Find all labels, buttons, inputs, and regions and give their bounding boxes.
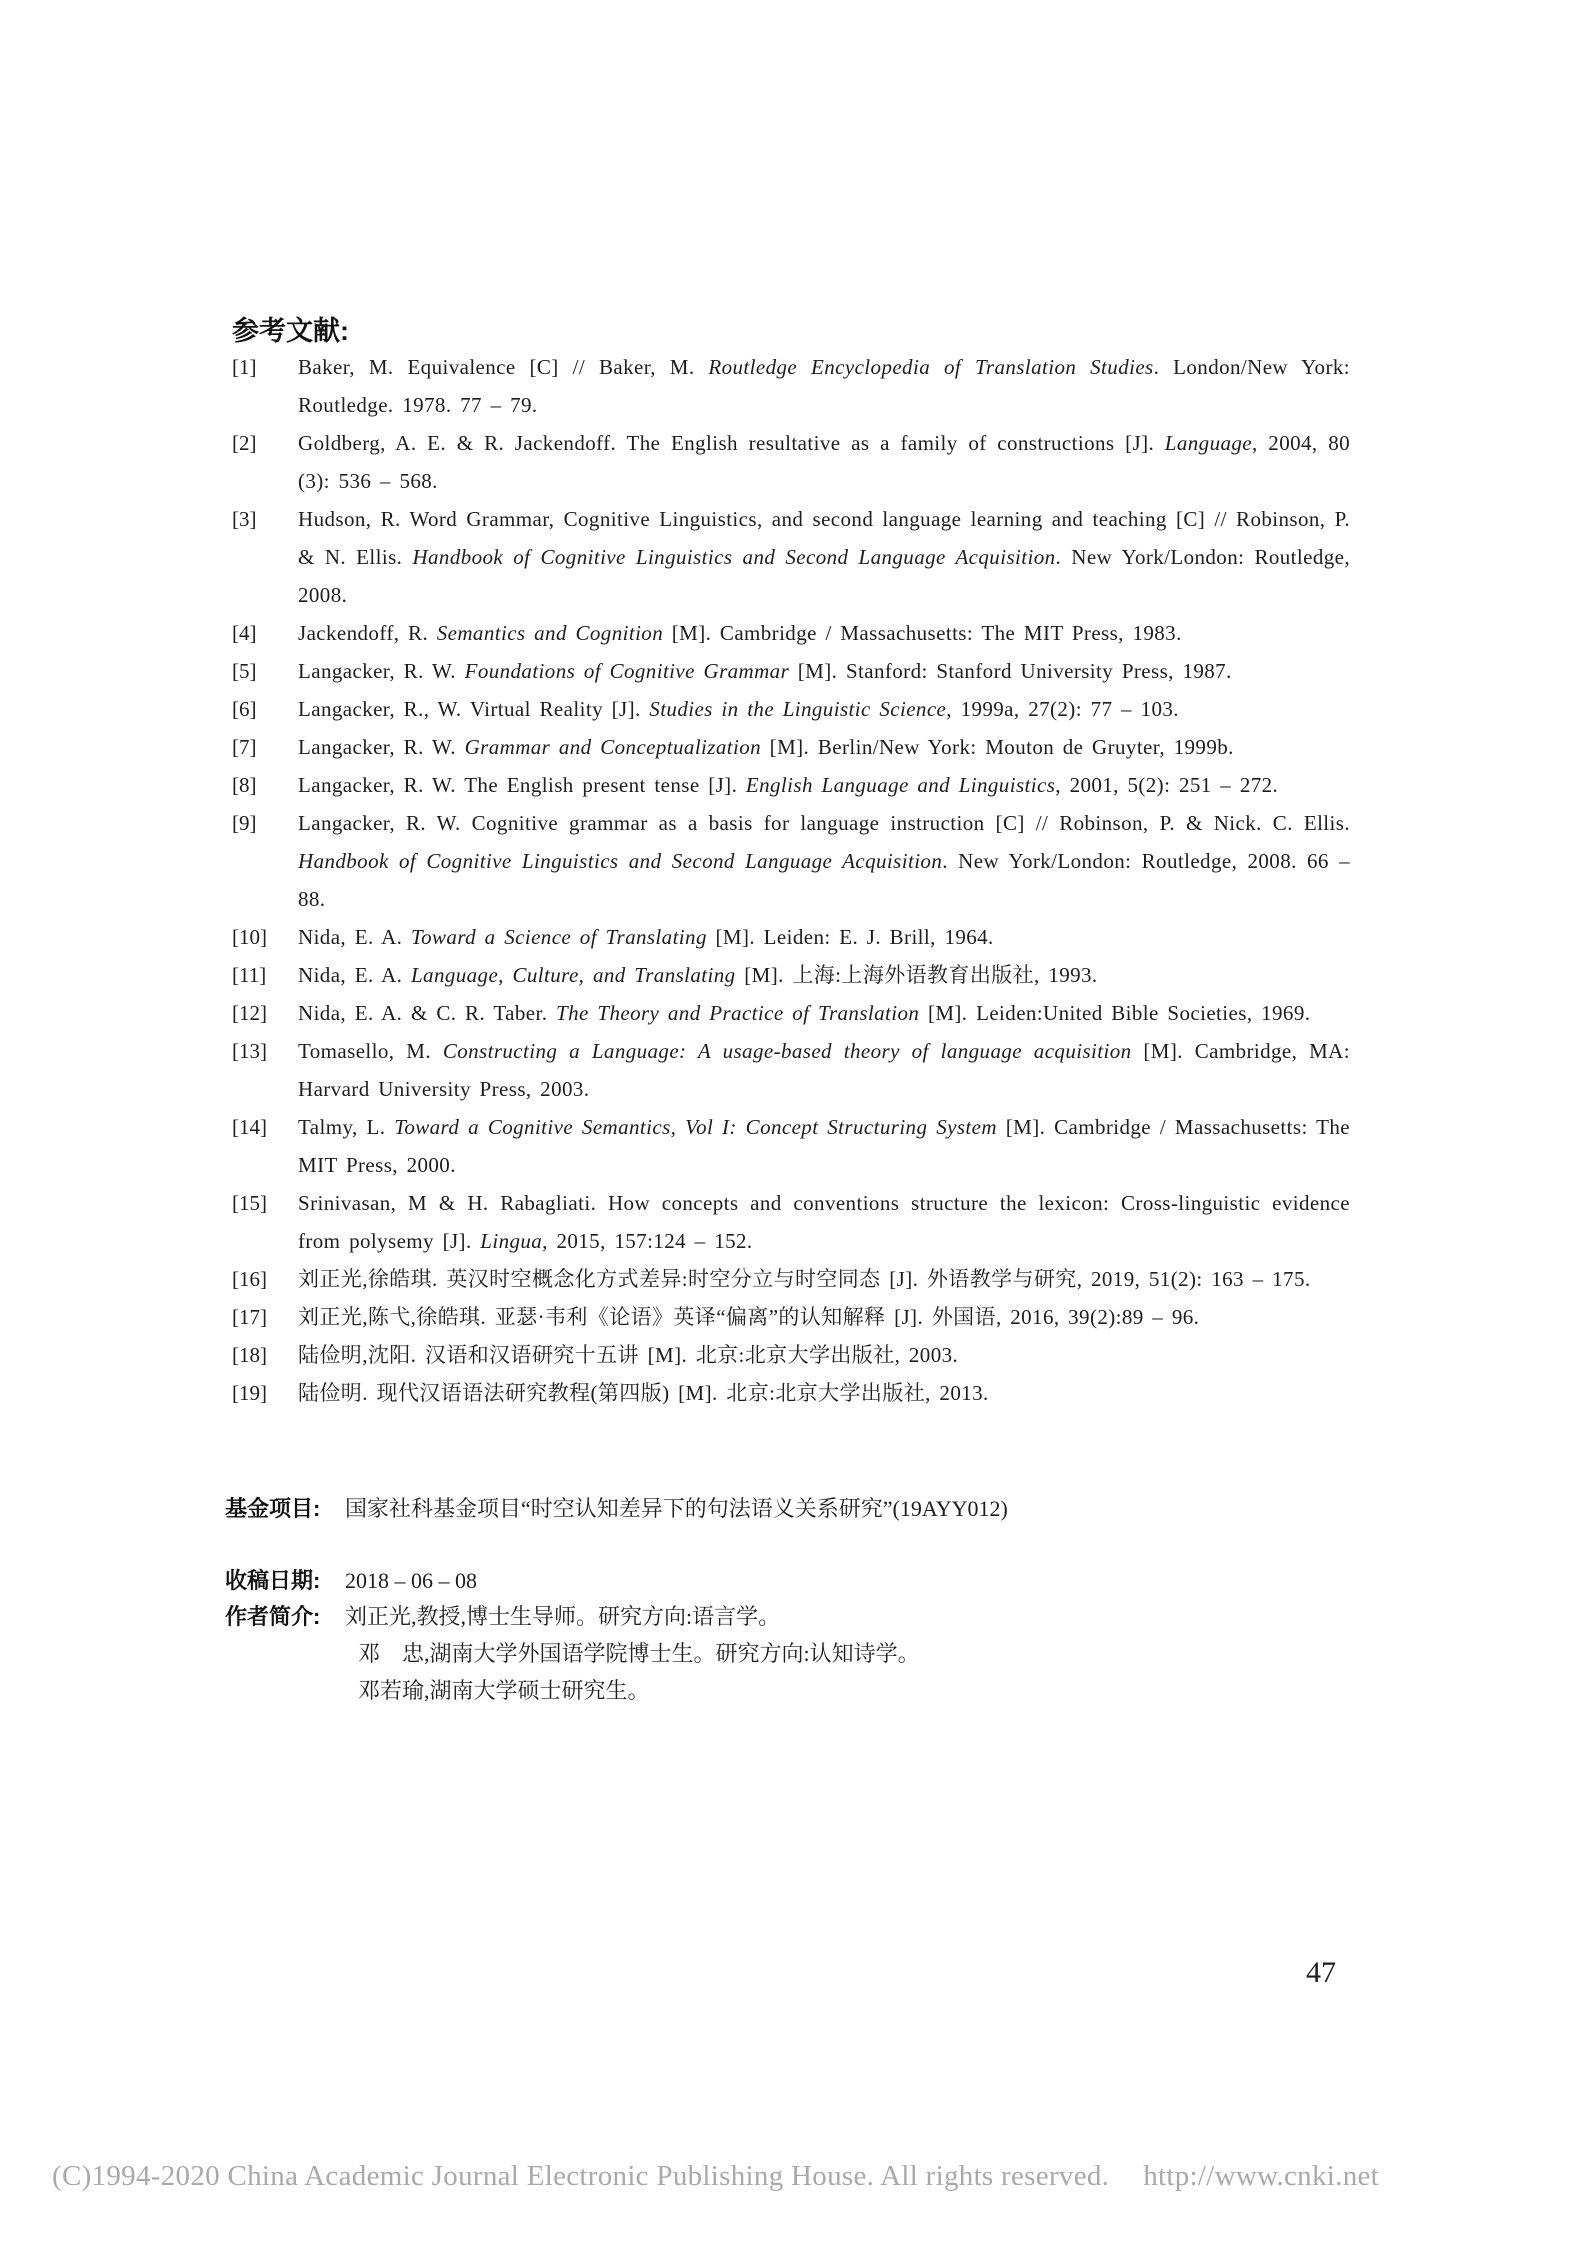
reference-item bbox=[232, 424, 1350, 500]
reference-number: [7] bbox=[232, 735, 257, 759]
copyright-footer bbox=[52, 2160, 1502, 2193]
reference-text: Hudson, R. Word Grammar, Cognitive Linguistics, and second language learning and teaching [C] // Robinson, P. & N. Ellis. Handbook of Cognitive Linguistics and Second Language Acquisition. New York/London: Routledge, 2008. bbox=[298, 507, 1351, 607]
reference-text: Langacker, R., W. Virtual Reality [J]. Studies in the Linguistic Science, 1999a, 27(2): 77 – 103. bbox=[298, 697, 1179, 721]
reference-number: [13] bbox=[232, 1039, 267, 1063]
reference-number: [17] bbox=[232, 1305, 267, 1329]
fund-note bbox=[225, 1494, 1355, 1524]
reference-number: [8] bbox=[232, 773, 257, 797]
reference-text: 陆俭明. 现代汉语语法研究教程(第四版) [M]. 北京:北京大学出版社, 2013. bbox=[298, 1381, 989, 1405]
cnki-url: http://www.cnki.net bbox=[1143, 2160, 1380, 2192]
reference-item bbox=[232, 766, 1350, 804]
reference-number: [6] bbox=[232, 697, 257, 721]
reference-list bbox=[232, 348, 1350, 1412]
reference-number: [5] bbox=[232, 659, 257, 683]
reference-number: [1] bbox=[232, 355, 257, 379]
references-heading: 参考文献: bbox=[232, 316, 349, 346]
reference-number: [15] bbox=[232, 1191, 267, 1215]
page-number: 47 bbox=[1306, 1956, 1336, 1989]
reference-text: 陆俭明,沈阳. 汉语和汉语研究十五讲 [M]. 北京:北京大学出版社, 2003. bbox=[298, 1343, 959, 1367]
reference-number: [14] bbox=[232, 1115, 267, 1139]
author-bio-text-1: 刘正光,教授,博士生导师。研究方向:语言学。 bbox=[345, 1604, 781, 1629]
reference-item bbox=[232, 1260, 1350, 1298]
reference-text: Jackendoff, R. Semantics and Cognition [M]. Cambridge / Massachusetts: The MIT Press, 1983. bbox=[298, 621, 1182, 645]
reference-text: Tomasello, M. Constructing a Language: A usage-based theory of language acquisition [M]. Cambridge, MA: Harvard University Press, 2003. bbox=[298, 1039, 1350, 1101]
reference-text: Nida, E. A. Language, Culture, and Translating [M]. 上海:上海外语教育出版社, 1993. bbox=[298, 963, 1098, 987]
reference-number: [19] bbox=[232, 1381, 267, 1405]
reference-text: Goldberg, A. E. & R. Jackendoff. The English resultative as a family of constructions [J]. Language, 2004, 80 (3): 536 – 568. bbox=[298, 431, 1351, 493]
reference-number: [2] bbox=[232, 431, 257, 455]
reference-item bbox=[232, 804, 1350, 918]
author-bio-label: 作者简介: bbox=[225, 1604, 321, 1629]
reference-text: Nida, E. A. & C. R. Taber. The Theory and Practice of Translation [M]. Leiden:United Bible Societies, 1969. bbox=[298, 1001, 1311, 1025]
reference-text: Langacker, R. W. Grammar and Conceptualization [M]. Berlin/New York: Mouton de Gruyter, 1999b. bbox=[298, 735, 1234, 759]
reference-text: Langacker, R. W. The English present tense [J]. English Language and Linguistics, 2001, 5(2): 251 – 272. bbox=[298, 773, 1279, 797]
author-bio-note bbox=[225, 1598, 1355, 1709]
reference-item bbox=[232, 614, 1350, 652]
reference-text: Langacker, R. W. Foundations of Cognitive Grammar [M]. Stanford: Stanford University Press, 1987. bbox=[298, 659, 1232, 683]
reference-number: [3] bbox=[232, 507, 257, 531]
fund-text: 国家社科基金项目“时空认知差异下的句法语义关系研究”(19AYY012) bbox=[345, 1496, 1008, 1521]
reference-number: [12] bbox=[232, 1001, 267, 1025]
received-date-label: 收稿日期: bbox=[225, 1568, 321, 1593]
reference-item bbox=[232, 1184, 1350, 1260]
reference-item bbox=[232, 348, 1350, 424]
reference-text: Srinivasan, M & H. Rabagliati. How concepts and conventions structure the lexicon: Cross-linguistic evidence from polysemy [J]. Lingua, 2015, 157:124 – 152. bbox=[298, 1191, 1350, 1253]
reference-text: 刘正光,陈弋,徐皓琪. 亚瑟·韦利《论语》英译“偏离”的认知解释 [J]. 外国语, 2016, 39(2):89 – 96. bbox=[298, 1305, 1200, 1329]
reference-text: 刘正光,徐皓琪. 英汉时空概念化方式差异:时空分立与时空同态 [J]. 外语教学与研究, 2019, 51(2): 163 – 175. bbox=[298, 1267, 1311, 1291]
reference-number: [11] bbox=[232, 963, 267, 987]
author-bio-line bbox=[225, 1598, 1355, 1635]
reference-item bbox=[232, 690, 1350, 728]
reference-number: [4] bbox=[232, 621, 257, 645]
reference-item bbox=[232, 994, 1350, 1032]
reference-number: [16] bbox=[232, 1267, 267, 1291]
reference-number: [9] bbox=[232, 811, 257, 835]
reference-item bbox=[232, 1108, 1350, 1184]
reference-item bbox=[232, 918, 1350, 956]
reference-item bbox=[232, 728, 1350, 766]
received-date-note bbox=[225, 1566, 1355, 1596]
reference-item bbox=[232, 1298, 1350, 1336]
author-bio-text-2: 邓 忠,湖南大学外国语学院博士生。研究方向:认知诗学。 bbox=[358, 1641, 920, 1666]
reference-number: [18] bbox=[232, 1343, 267, 1367]
fund-label: 基金项目: bbox=[225, 1496, 321, 1521]
reference-text: Langacker, R. W. Cognitive grammar as a basis for language instruction [C] // Robinson, P. & Nick. C. Ellis. Handbook of Cognitive Linguistics and Second Language Acquisition. New York/London: Routledge, 2008. 66 – 88. bbox=[298, 811, 1350, 911]
reference-item bbox=[232, 1032, 1350, 1108]
reference-item bbox=[232, 956, 1350, 994]
references-section bbox=[232, 314, 1350, 1412]
reference-item bbox=[232, 652, 1350, 690]
reference-number: [10] bbox=[232, 925, 267, 949]
reference-item bbox=[232, 500, 1350, 614]
copyright-text: (C)1994-2020 China Academic Journal Electronic Publishing House. All rights reserved. bbox=[52, 2160, 1110, 2192]
reference-text: Talmy, L. Toward a Cognitive Semantics, Vol I: Concept Structuring System [M]. Cambridge / Massachusetts: The MIT Press, 2000. bbox=[298, 1115, 1350, 1177]
received-date-text: 2018 – 06 – 08 bbox=[345, 1568, 477, 1593]
reference-text: Nida, E. A. Toward a Science of Translating [M]. Leiden: E. J. Brill, 1964. bbox=[298, 925, 994, 949]
reference-text: Baker, M. Equivalence [C] // Baker, M. Routledge Encyclopedia of Translation Studies. London/New York: Routledge. 1978. 77 – 79. bbox=[298, 355, 1350, 417]
reference-item bbox=[232, 1374, 1350, 1412]
reference-item bbox=[232, 1336, 1350, 1374]
author-bio-text-3: 邓若瑜,湖南大学硕士研究生。 bbox=[358, 1678, 650, 1703]
